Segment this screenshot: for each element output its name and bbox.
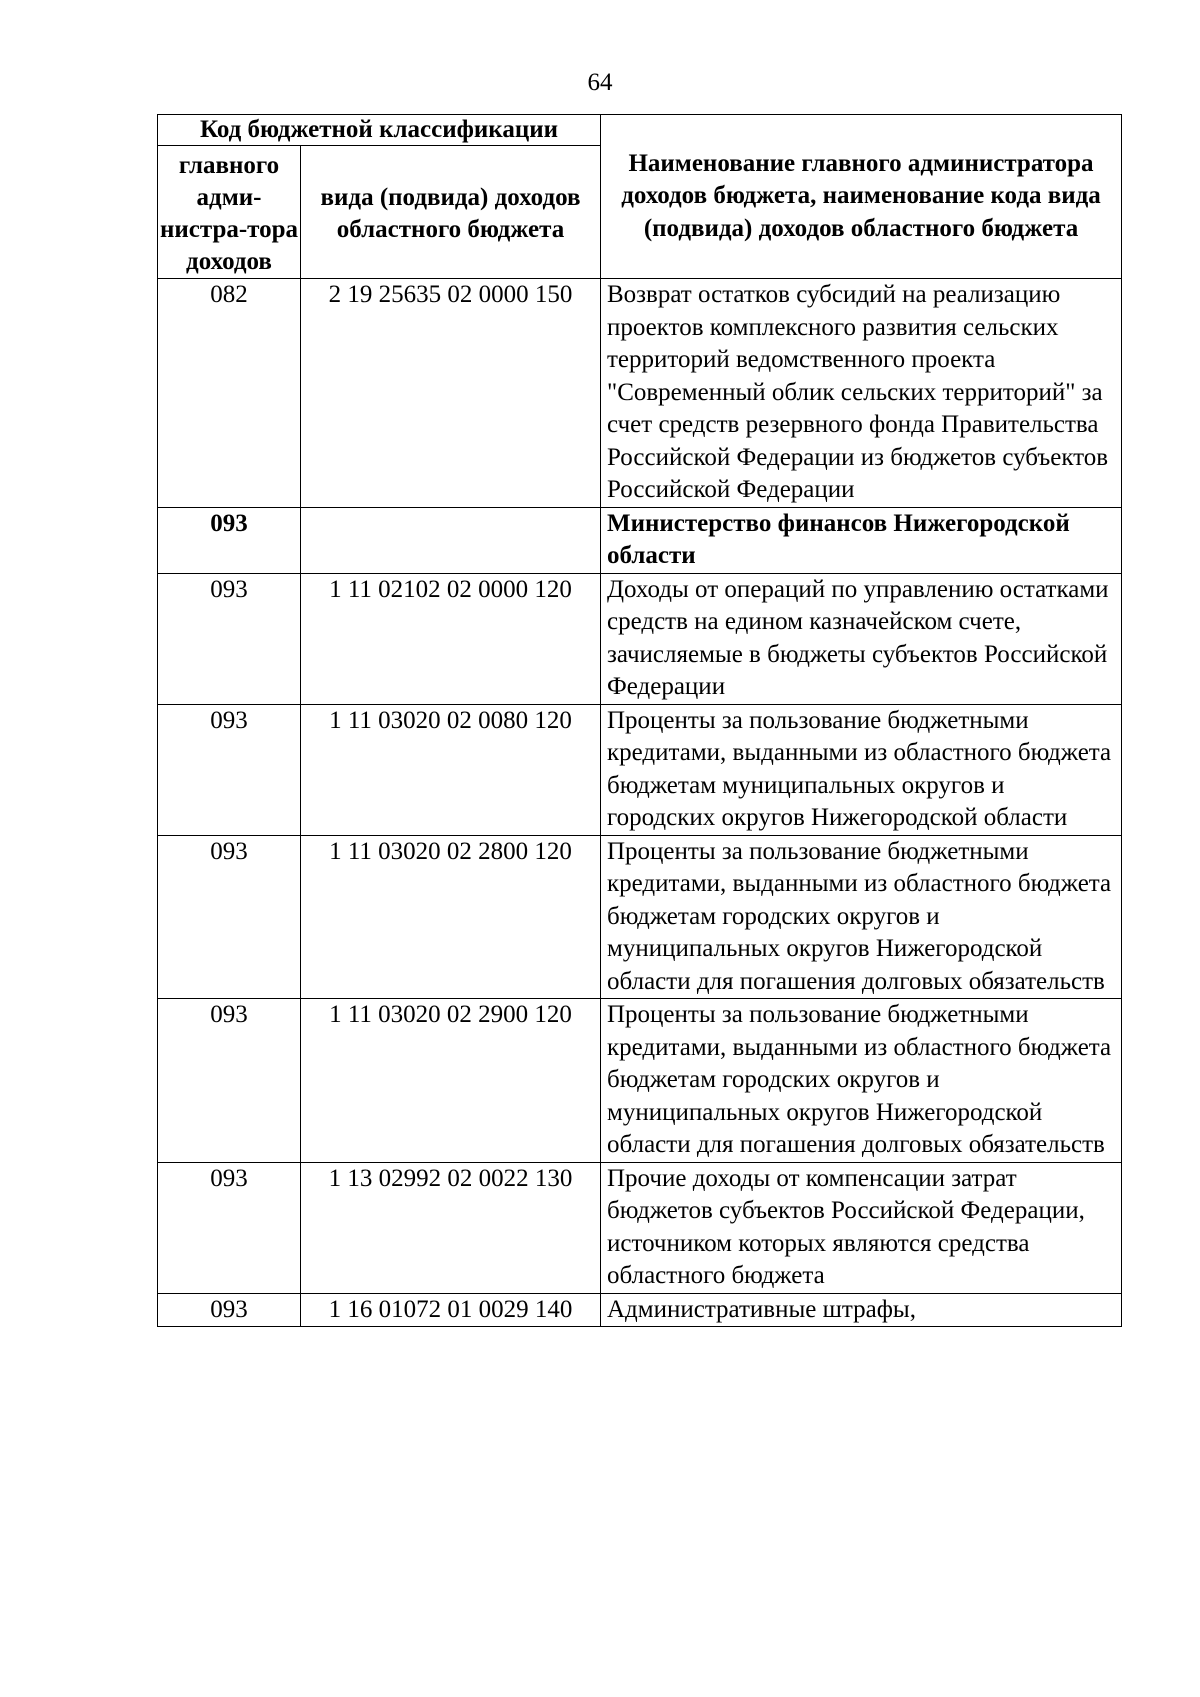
table-row bbox=[158, 704, 1122, 835]
header-kind-code: вида (подвида) доходов областного бюджета bbox=[301, 146, 601, 279]
header-name: Наименование главного администратора доходов бюджета, наименование кода вида (подвида) доходов областного бюджета bbox=[601, 115, 1122, 279]
table-row bbox=[158, 999, 1122, 1163]
table-row bbox=[158, 573, 1122, 704]
income-code-cell: 1 11 03020 02 0080 120 bbox=[301, 704, 601, 835]
admin-code-cell: 093 bbox=[158, 1162, 301, 1293]
table-row bbox=[158, 507, 1122, 573]
income-code-cell: 1 13 02992 02 0022 130 bbox=[301, 1162, 601, 1293]
admin-code-cell: 093 bbox=[158, 507, 301, 573]
income-code-cell bbox=[301, 507, 601, 573]
page-number: 64 bbox=[587, 69, 613, 96]
header-classification-code: Код бюджетной классификации bbox=[158, 115, 601, 146]
name-cell: Доходы от операций по управлению остатками средств на едином казначейском счете, зачисляемые в бюджеты субъектов Российской Федерации bbox=[601, 573, 1122, 704]
header-row-group bbox=[158, 115, 1122, 146]
header-admin-code: главного адми-нистра-тора доходов bbox=[158, 146, 301, 279]
name-cell: Проценты за пользование бюджетными кредитами, выданными из областного бюджета бюджетам городских округов и муниципальных округов Нижегородской области для погашения долговых обязательств bbox=[601, 999, 1122, 1163]
admin-code-cell: 093 bbox=[158, 999, 301, 1163]
name-cell: Министерство финансов Нижегородской области bbox=[601, 507, 1122, 573]
table-row bbox=[158, 279, 1122, 508]
income-code-cell: 1 11 02102 02 0000 120 bbox=[301, 573, 601, 704]
table-row bbox=[158, 1293, 1122, 1327]
table-row bbox=[158, 835, 1122, 999]
income-code-cell: 1 11 03020 02 2900 120 bbox=[301, 999, 601, 1163]
admin-code-cell: 093 bbox=[158, 573, 301, 704]
name-cell: Проценты за пользование бюджетными кредитами, выданными из областного бюджета бюджетам муниципальных округов и городских округов Нижегородской области bbox=[601, 704, 1122, 835]
table-row bbox=[158, 1162, 1122, 1293]
name-cell: Административные штрафы, bbox=[601, 1293, 1122, 1327]
name-cell: Прочие доходы от компенсации затрат бюджетов субъектов Российской Федерации, источником которых являются средства областного бюджета bbox=[601, 1162, 1122, 1293]
admin-code-cell: 082 bbox=[158, 279, 301, 508]
income-code-cell: 2 19 25635 02 0000 150 bbox=[301, 279, 601, 508]
name-cell: Проценты за пользование бюджетными кредитами, выданными из областного бюджета бюджетам городских округов и муниципальных округов Нижегородской области для погашения долговых обязательств bbox=[601, 835, 1122, 999]
name-cell: Возврат остатков субсидий на реализацию проектов комплексного развития сельских территорий ведомственного проекта "Современный облик сельских территорий" за счет средств резервного фонда Правительства Российской Федерации из бюджетов субъектов Российской Федерации bbox=[601, 279, 1122, 508]
admin-code-cell: 093 bbox=[158, 1293, 301, 1327]
income-code-cell: 1 16 01072 01 0029 140 bbox=[301, 1293, 601, 1327]
admin-code-cell: 093 bbox=[158, 835, 301, 999]
income-code-cell: 1 11 03020 02 2800 120 bbox=[301, 835, 601, 999]
admin-code-cell: 093 bbox=[158, 704, 301, 835]
budget-classification-table bbox=[157, 114, 1122, 1327]
